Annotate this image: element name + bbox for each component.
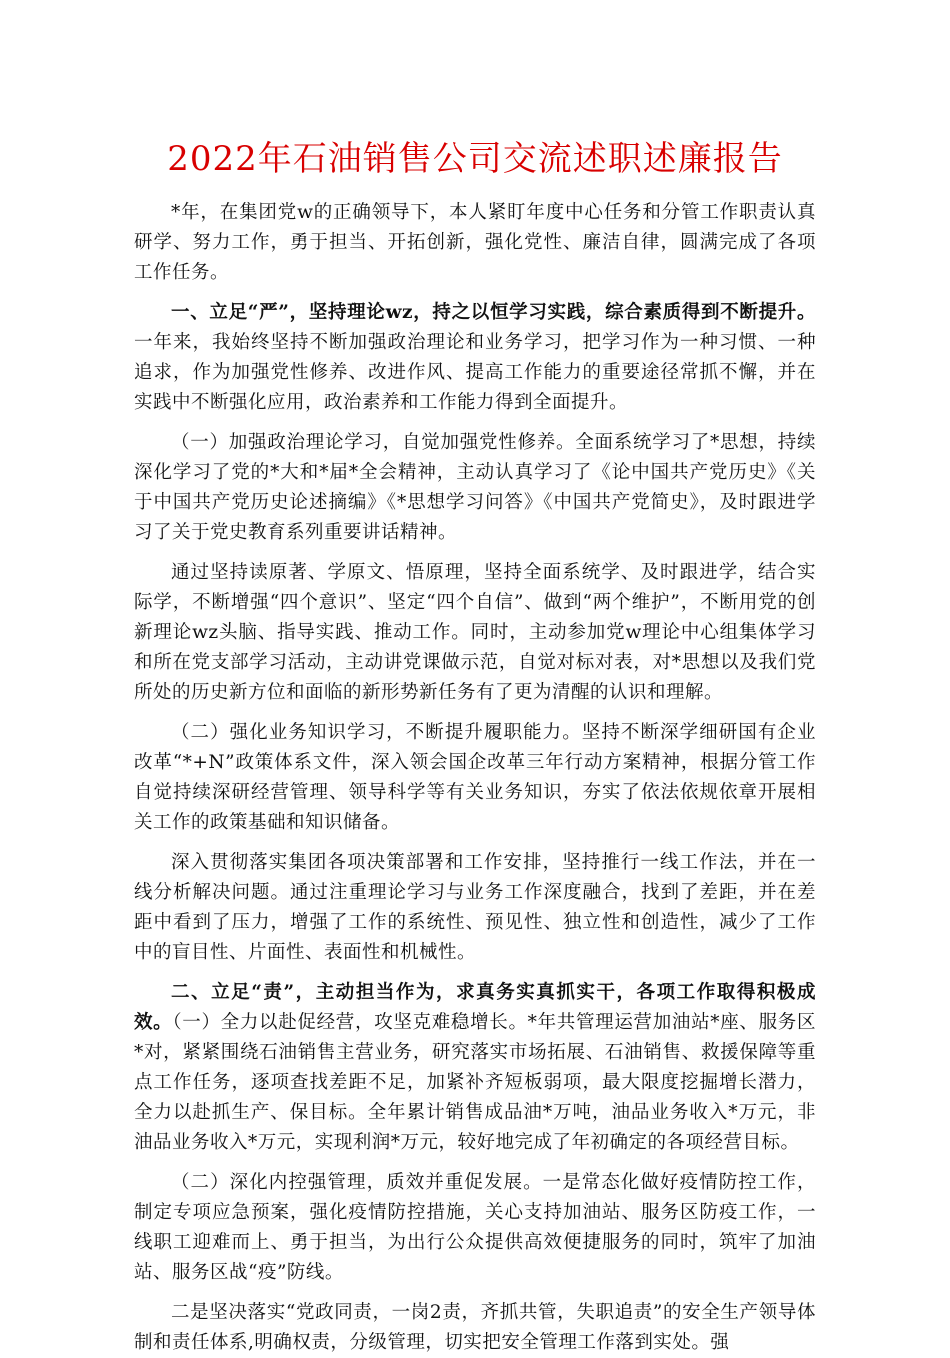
- paragraph-section-two: [134, 978, 816, 1158]
- paragraph-text: 通过坚持读原著、学原文、悟原理，坚持全面系统学、及时跟进学，结合实际学，不断增强“四个意识”、坚定“四个自信”、做到“两个维护”，不断用党的创新理论wz头脑、指导实践、推动工作。同时，主动参加党w理论中心组集体学习和所在党支部学习活动，主动讲党课做示范，自觉对标对表，对*思想以及我们党所处的历史新方位和面临的新形势新任务有了更为清醒的认识和理解。: [134, 562, 816, 703]
- paragraph-intro: [134, 198, 816, 288]
- paragraph-body: [134, 558, 816, 708]
- section-heading: 一、立足“严”，坚持理论wz，持之以恒学习实践，综合素质得到不断提升。: [171, 302, 816, 323]
- paragraph-body: [134, 848, 816, 968]
- paragraph-text: （一）全力以赴促经营，攻坚克难稳增长。*年共管理运营加油站*座、服务区*对，紧紧围绕石油销售主营业务，研究落实市场拓展、石油销售、救援保障等重点工作任务，逐项查找差距不足，加紧补齐短板弱项，最大限度挖掘增长潜力，全力以赴抓生产、保目标。全年累计销售成品油*万吨，油品业务收入*万元，非油品业务收入*万元，实现利润*万元，较好地完成了年初确定的各项经营目标。: [134, 1012, 816, 1153]
- paragraph-section-one: [134, 298, 816, 418]
- document-title: 2022年石油销售公司交流述职述廉报告: [167, 139, 783, 179]
- paragraph-text: （二）强化业务知识学习，不断提升履职能力。坚持不断深学细研国有企业改革“*+N”政策体系文件，深入领会国企改革三年行动方案精神，根据分管工作自觉持续深研经营管理、领导科学等有关业务知识，夯实了依法依规依章开展相关工作的政策基础和知识储备。: [134, 722, 816, 833]
- paragraph-text: *年，在集团党w的正确领导下，本人紧盯年度中心任务和分管工作职责认真研学、努力工作，勇于担当、开拓创新，强化党性、廉洁自律，圆满完成了各项工作任务。: [134, 202, 816, 283]
- section-heading: 二、立足“责”，主动担当作为，求真务实真抓实干，各项工作取得积极成效。: [134, 982, 816, 1033]
- paragraph-body: [134, 1298, 816, 1358]
- paragraph-text: （一）加强政治理论学习，自觉加强党性修养。全面系统学习了*思想，持续深化学习了党的*大和*届*全会精神，主动认真学习了《论中国共产党历史》《关于中国共产党历史论述摘编》《*思想学习问答》《中国共产党简史》，及时跟进学习了关于党史教育系列重要讲话精神。: [134, 432, 816, 543]
- paragraph-text: （二）深化内控强管理，质效并重促发展。一是常态化做好疫情防控工作，制定专项应急预案，强化疫情防控措施，关心支持加油站、服务区防疫工作，一线职工迎难而上、勇于担当，为出行公众提供高效便捷服务的同时，筑牢了加油站、服务区战“疫”防线。: [134, 1172, 816, 1283]
- paragraph-subsection-2b: [134, 1168, 816, 1288]
- paragraph-text: 二是坚决落实“党政同责，一岗2责，齐抓共管，失职追责”的安全生产领导体制和责任体系,明确权责，分级管理，切实把安全管理工作落到实处。强: [134, 1302, 816, 1353]
- paragraph-subsection-1: [134, 428, 816, 548]
- paragraph-text: 深入贯彻落实集团各项决策部署和工作安排，坚持推行一线工作法，并在一线分析解决问题。通过注重理论学习与业务工作深度融合，找到了差距，并在差距中看到了压力，增强了工作的系统性、预见性、独立性和创造性，减少了工作中的盲目性、片面性、表面性和机械性。: [134, 852, 816, 963]
- paragraph-subsection-2: [134, 718, 816, 838]
- paragraph-text: 一年来，我始终坚持不断加强政治理论和业务学习，把学习作为一种习惯、一种追求，作为加强党性修养、改进作风、提高工作能力的重要途径常抓不懈，并在实践中不断强化应用，政治素养和工作能力得到全面提升。: [134, 332, 816, 413]
